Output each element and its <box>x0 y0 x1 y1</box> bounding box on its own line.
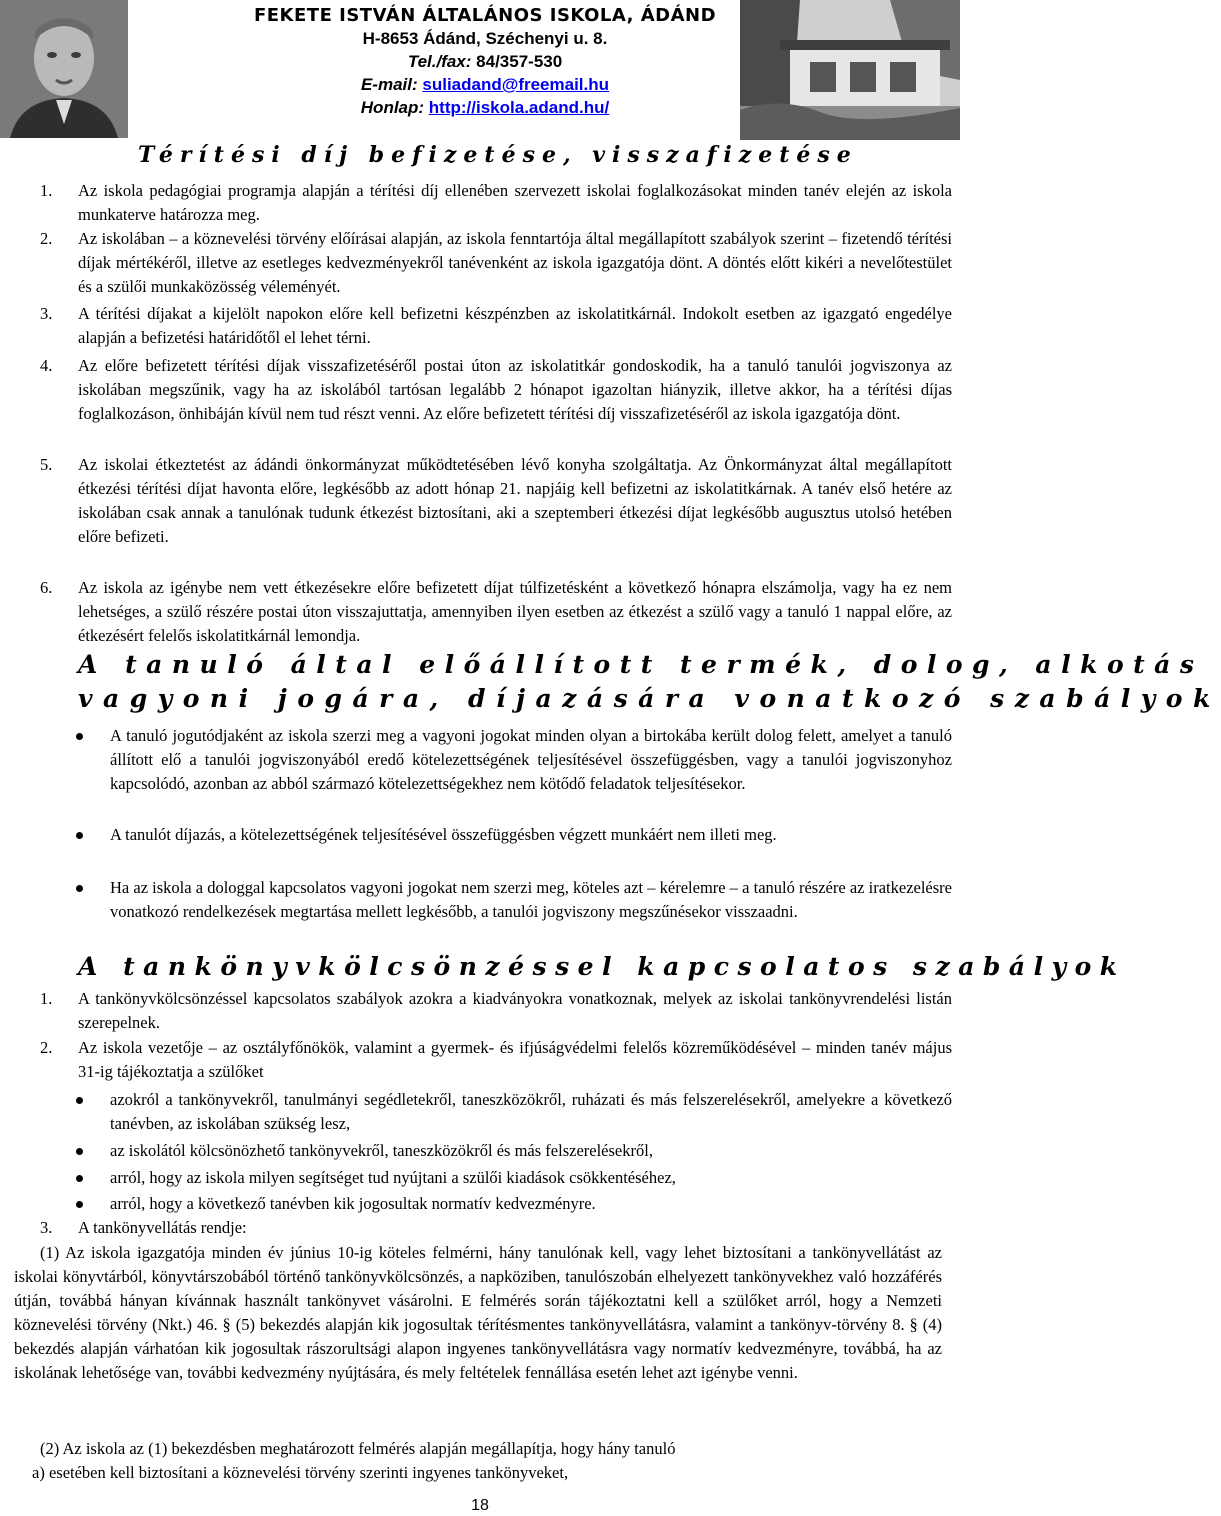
textbook-bullet-4: arról, hogy a következő tanévben kik jogosultak normatív kedvezményre. <box>110 1192 952 1216</box>
fee-item-6: 6. Az iskola az igénybe nem vett étkezésekre előre befizetett díjat túlfizetésként a következő hónapra elszámolja, vagy ha ez nem lehetséges, a szülő részére postai úton visszajuttatja, amennyiben ilyen esetben az étkezést a szülő vagy a tanuló 1 nappal előre, az étkezésért felelős iskolatitkárnál lemondja. <box>40 578 952 645</box>
school-header <box>250 4 720 119</box>
bullet-dot <box>76 1148 83 1155</box>
textbook-item-1: 1. A tankönyvkölcsönzéssel kapcsolatos szabályok azokra a kiadványokra vonatkoznak, melyek az iskolai tankönyvrendelési listán szerepelnek. <box>40 989 952 1032</box>
fee-item-5: 5. Az iskolai étkeztetést az ádándi önkormányzat működtetésében lévő konyha szolgáltatja. Az Önkormányzat által megállapított étkezési térítési díjat havonta előre, legkésőbb az adott hónap 21. napjáig kell befizetni az iskolatitkárnak. A tanév első hetére az iskolában csak annak a tanulónak tudunk étkezést biztosítani, aki a szeptemberi étkezési díjat legkésőbb augusztus utolsó hetében előre befizeti. <box>40 455 952 546</box>
school-telfax: Tel./fax: 84/357-530 <box>407 52 563 71</box>
textbook-bullet-3: arról, hogy az iskola milyen segítséget tud nyújtani a szülői kiadások csökkentéséhez, <box>110 1166 952 1190</box>
email-link[interactable]: suliadand@freemail.hu <box>422 75 610 94</box>
bullet-dot <box>76 832 83 839</box>
bullet-dot <box>76 1097 83 1104</box>
section-title-student-works-line1: A tanuló által előállított termék, dolog, alkotás <box>78 650 1204 679</box>
section-title-textbook-lending: A tankönyvkölcsönzéssel kapcsolatos szabályok <box>78 952 1126 981</box>
textbook-item-2: 2. Az iskola vezetője – az osztályfőnökök, valamint a gyermek- és ifjúságvédelmi felelős közreműködésével – minden tanév május 31-ig tájékoztatja a szülőket <box>40 1038 952 1081</box>
school-name: FEKETE ISTVÁN ÁLTALÁNOS ISKOLA, ÁDÁND <box>253 5 717 26</box>
school-building-photo <box>740 0 960 140</box>
fee-item-2: 2. Az iskolában – a köznevelési törvény előírásai alapján, az iskola fenntartója által megállapított szabályok szerint – fizetendő térítési díjak mértékéről, illetve az esetleges kedvezményekről tanévenként az iskola igazgatója dönt. A döntés előtt kikéri a nevelőtestület és a szülői munkaközösség véleményét. <box>40 229 952 296</box>
rights-bullet-3: Ha az iskola a dologgal kapcsolatos vagyoni jogokat nem szerzi meg, köteles azt – kérelemre – a tanuló részére az iratkezelésre vonatkozó rendelkezések megtartása mellett legkésőbb, a tanulói jogviszony megszűnésekor visszaadni. <box>110 876 952 924</box>
bullet-dot <box>76 885 83 892</box>
section-title-student-works-line2: vagyoni jogára, díjazására vonatkozó szabályok <box>78 684 1221 713</box>
textbook-bullet-2: az iskolától kölcsönözhető tankönyvekről, taneszközökről és más felszerelésekről, <box>110 1139 952 1163</box>
textbook-paragraph-2: (2) Az iskola az (1) bekezdésben meghatározott felmérés alapján megállapítja, hogy hány tanuló <box>40 1439 676 1458</box>
page-number: 18 <box>471 1497 489 1514</box>
bullet-dot <box>76 1175 83 1182</box>
bullet-dot <box>76 1201 83 1208</box>
textbook-item-3: 3. A tankönyvellátás rendje: <box>40 1218 247 1237</box>
website-link[interactable]: http://iskola.adand.hu/ <box>428 98 610 117</box>
rights-bullet-2: A tanulót díjazás, a kötelezettségének teljesítésével összefüggésben végzett munkáért nem illeti meg. <box>110 823 952 847</box>
textbook-paragraph-1: (1) Az iskola igazgatója minden év június 10-ig köteles felmérni, hány tanulónak kell, vagy lehet biztosítani a tankönyvellátást az iskolai könyvtárból, könyvtárszobából történő tankönyvkölcsönzés, a napköziben, tanulószobán elhelyezett tankönyvekhez való hozzáférés útján, továbbá hányan kívánnak használt tankönyvet vásárolni. E felmérés során tájékoztatni kell a szülőket arról, hogy a Nemzeti köznevelési törvény (Nkt.) 46. § (5) bekezdés alapján kik jogosultak térítésmentes tankönyvellátásra, valamint a tankönyv-törvény 8. § (4) bekezdés alapján várhatóan kik jogosultak rászorultsági alapon ingyenes tankönyvellátásra vagy normatív kedvezményre, továbbá, ha az iskolának lehetősége van, további kedvezmény nyújtására, és mely feltételek fennállása esetén lehet azt igénybe venni. <box>14 1243 942 1382</box>
school-address: H-8653 Ádánd, Széchenyi u. 8. <box>362 29 608 48</box>
school-email: E-mail: suliadand@freemail.hu <box>360 75 610 94</box>
fee-item-3: 3. A térítési díjakat a kijelölt napokon előre kell befizetni készpénzben az iskolatitkárnál. Indokolt esetben az igazgató engedélye alapján a befizetési határidőtől el lehet térni. <box>40 304 952 347</box>
fee-item-4: 4. Az előre befizetett térítési díjak visszafizetéséről postai úton az iskolatitkár gondoskodik, ha a tanuló tanulói jogviszonya az iskolában megszűnik, vagy ha az iskolából tartósan legalább 2 hónapot igazoltan hiányzik, illetve akkor, ha a térítési díjas foglalkozáson, önhibáján kívül nem tud részt venni. Az előre befizetett térítési díj visszafizetéséről az iskola igazgatója dönt. <box>40 356 952 423</box>
section-title-fee-payment: Térítési díj befizetése, visszafizetése <box>138 142 858 168</box>
fee-item-1: 1. Az iskola pedagógiai programja alapján a térítési díj ellenében szervezett iskolai foglalkozásokat minden tanév elején az iskola munkaterve határozza meg. <box>40 181 952 224</box>
textbook-bullet-1: azokról a tankönyvekről, tanulmányi segédletekről, taneszközökről, ruházati és más felszerelésekről, amelyekre a következő tanévben, az iskolában szükség lesz, <box>110 1088 952 1136</box>
textbook-paragraph-3: a) esetében kell biztosítani a köznevelési törvény szerinti ingyenes tankönyveket, <box>32 1463 569 1482</box>
rights-bullet-1: A tanuló jogutódjaként az iskola szerzi meg a vagyoni jogokat minden olyan a birtokába került dolog felett, amelyet a tanuló állított elő a tanulói jogviszonyából eredő kötelezettségének teljesítésével összefüggésben, vagy a tanulói jogviszonyhoz kapcsolódó, azonban az abból származó kötelezettségekhez nem kötődő feladatok teljesítésekor. <box>110 724 952 796</box>
portrait-photo <box>0 0 128 138</box>
school-website: Honlap: http://iskola.adand.hu/ <box>360 98 610 117</box>
bullet-dot <box>76 733 83 740</box>
